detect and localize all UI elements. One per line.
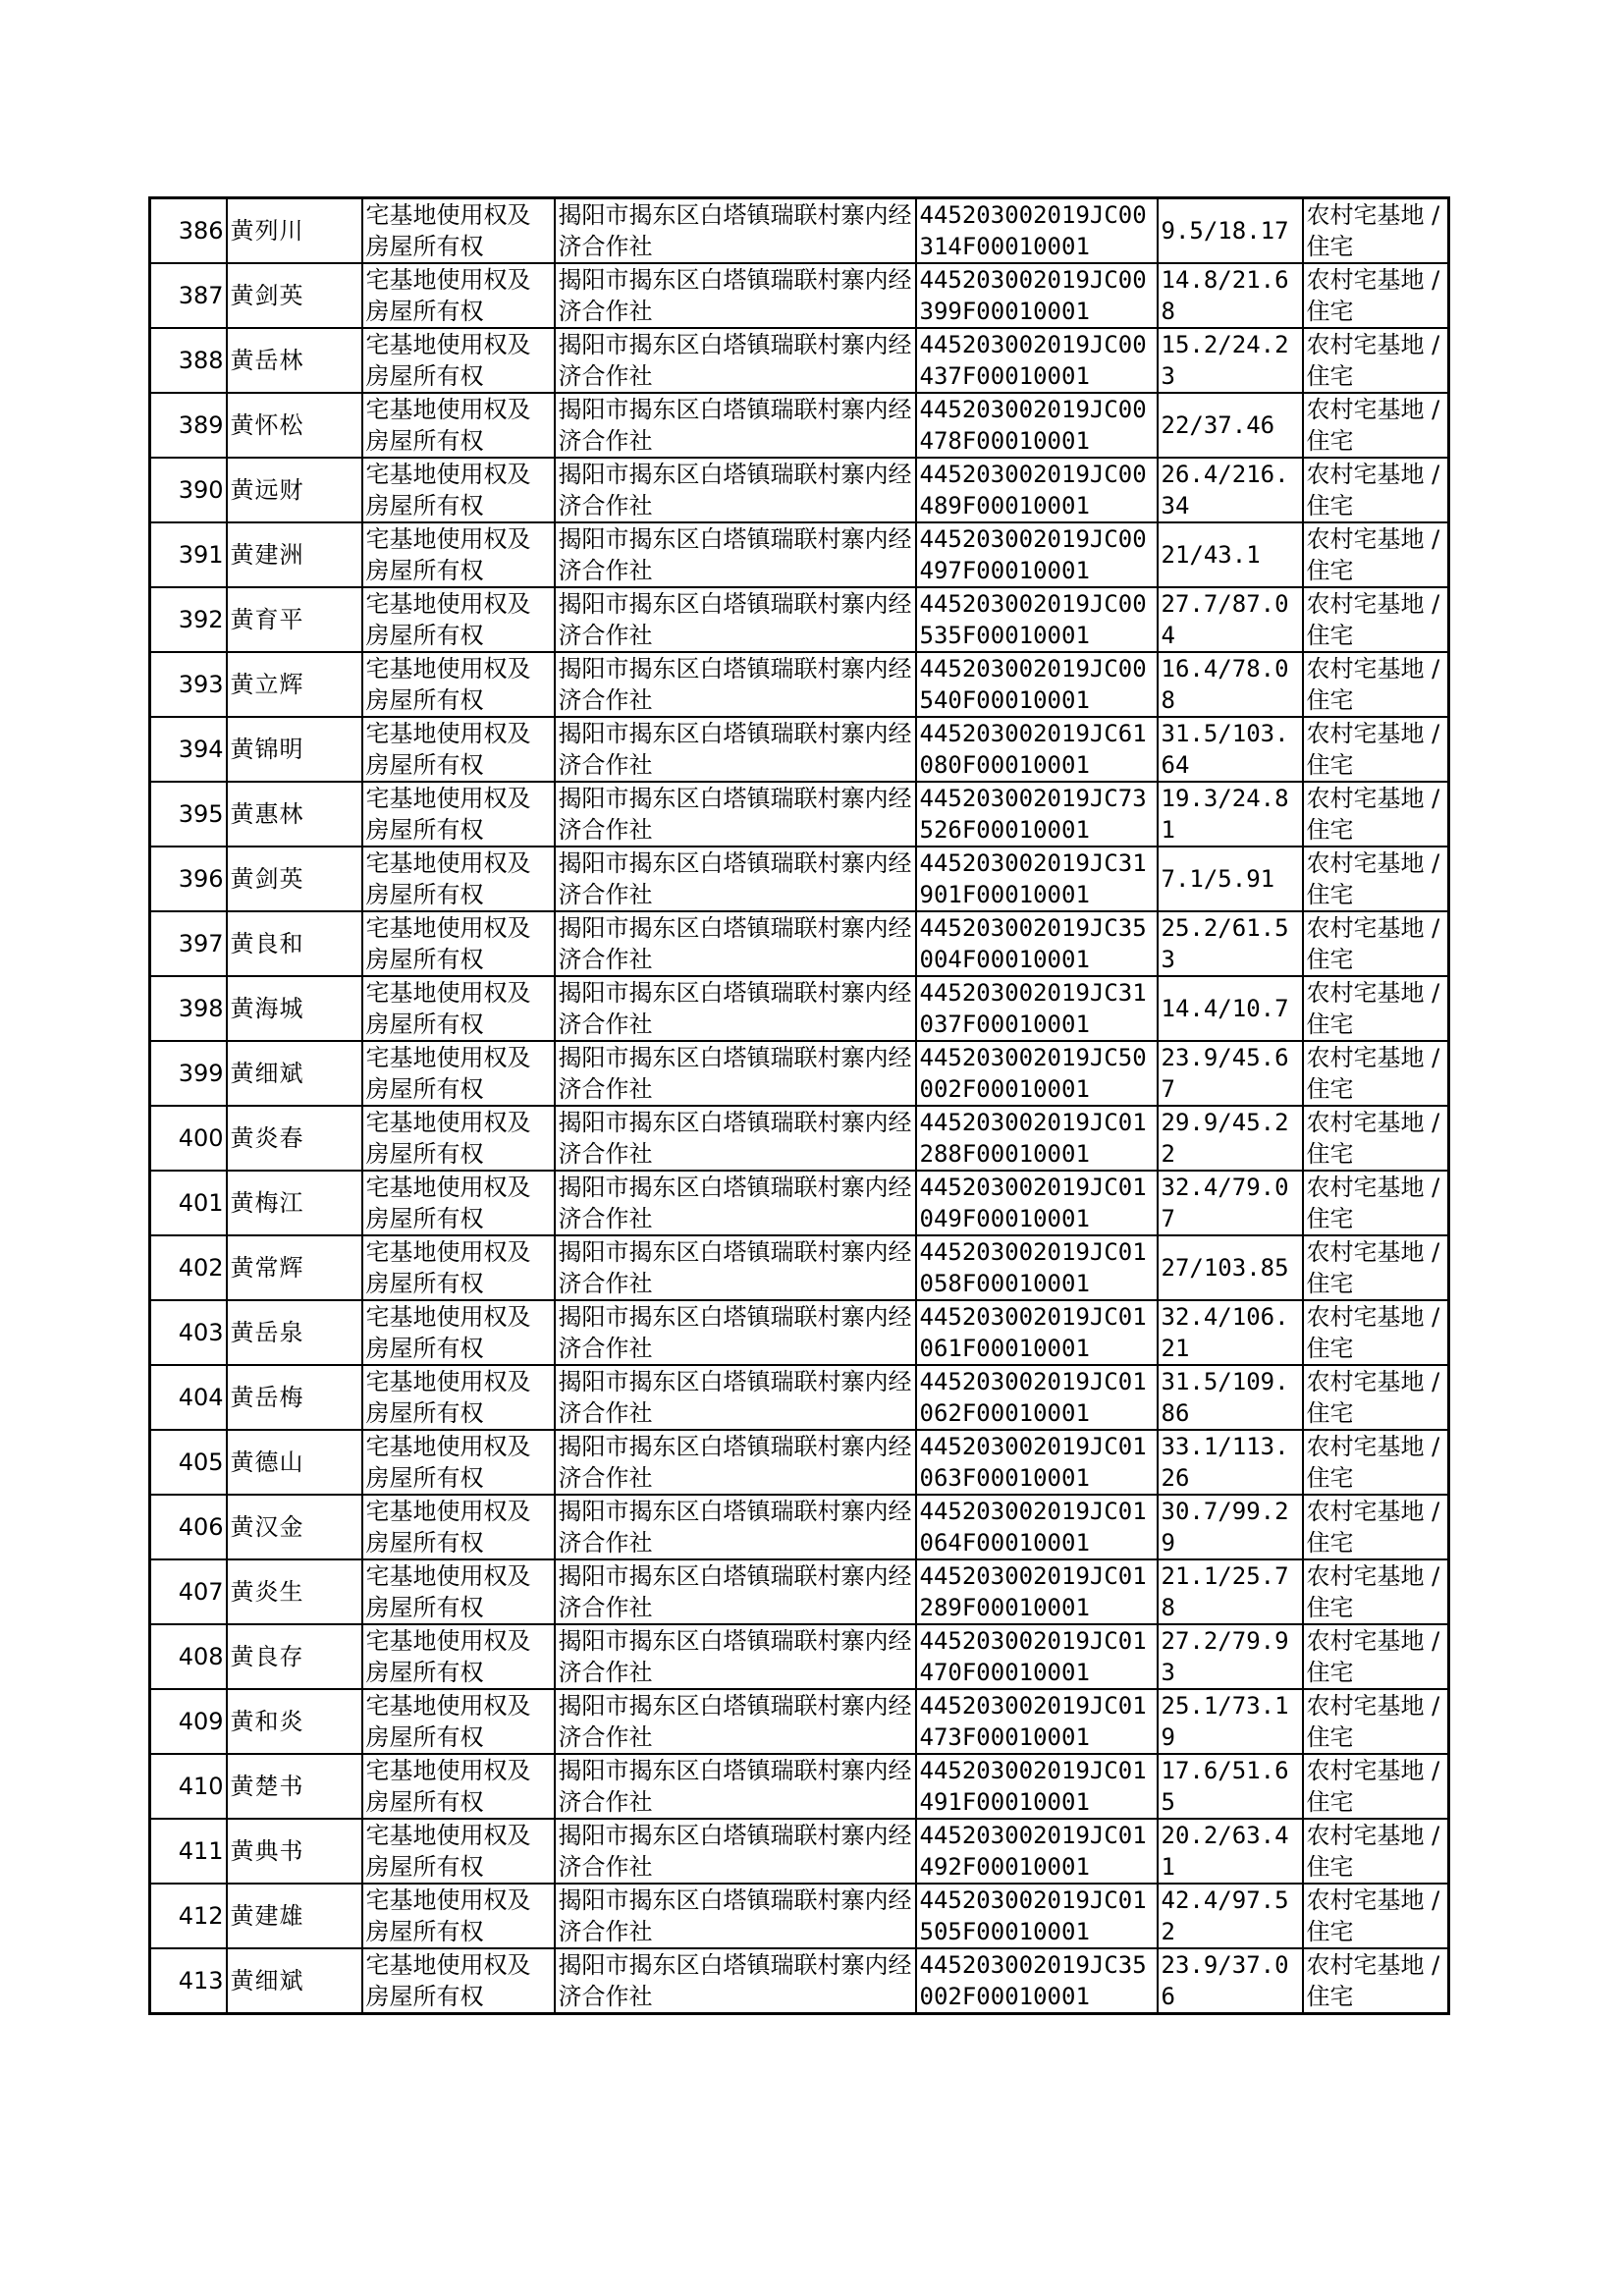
area-cell: 21.1/25.78 (1158, 1559, 1303, 1624)
unit-code-cell: 445203002019JC01473F00010001 (916, 1689, 1158, 1754)
owner-name-cell: 黄列川 (227, 198, 362, 264)
area-cell: 33.1/113.26 (1158, 1430, 1303, 1495)
records-table-body (150, 198, 1449, 2014)
land-use-cell: 农村宅基地 / 住宅 (1303, 393, 1449, 458)
table-row (150, 976, 1449, 1041)
table-row (150, 328, 1449, 393)
right-type-cell: 宅基地使用权及房屋所有权 (362, 1300, 555, 1365)
unit-code-cell: 445203002019JC31901F00010001 (916, 847, 1158, 911)
area-cell: 26.4/216.34 (1158, 458, 1303, 522)
collective-org-cell: 揭阳市揭东区白塔镇瑞联村寨内经济合作社 (555, 911, 916, 976)
owner-name-cell: 黄岳梅 (227, 1365, 362, 1430)
unit-code-cell: 445203002019JC73526F00010001 (916, 782, 1158, 847)
land-use-cell: 农村宅基地 / 住宅 (1303, 263, 1449, 328)
land-use-cell: 农村宅基地 / 住宅 (1303, 1171, 1449, 1235)
unit-code-cell: 445203002019JC35004F00010001 (916, 911, 1158, 976)
right-type-cell: 宅基地使用权及房屋所有权 (362, 587, 555, 652)
right-type-cell: 宅基地使用权及房屋所有权 (362, 1171, 555, 1235)
collective-org-cell: 揭阳市揭东区白塔镇瑞联村寨内经济合作社 (555, 1300, 916, 1365)
right-type-cell: 宅基地使用权及房屋所有权 (362, 1559, 555, 1624)
unit-code-cell: 445203002019JC01289F00010001 (916, 1559, 1158, 1624)
table-row (150, 587, 1449, 652)
collective-org-cell: 揭阳市揭东区白塔镇瑞联村寨内经济合作社 (555, 587, 916, 652)
land-use-cell: 农村宅基地 / 住宅 (1303, 328, 1449, 393)
table-row (150, 1365, 1449, 1430)
owner-name-cell: 黄楚书 (227, 1754, 362, 1819)
right-type-cell: 宅基地使用权及房屋所有权 (362, 458, 555, 522)
unit-code-cell: 445203002019JC01491F00010001 (916, 1754, 1158, 1819)
unit-code-cell: 445203002019JC00478F00010001 (916, 393, 1158, 458)
collective-org-cell: 揭阳市揭东区白塔镇瑞联村寨内经济合作社 (555, 976, 916, 1041)
owner-name-cell: 黄立辉 (227, 652, 362, 717)
serial-number-cell: 409 (150, 1689, 227, 1754)
area-cell: 27.2/79.93 (1158, 1624, 1303, 1689)
collective-org-cell: 揭阳市揭东区白塔镇瑞联村寨内经济合作社 (555, 717, 916, 782)
right-type-cell: 宅基地使用权及房屋所有权 (362, 1624, 555, 1689)
right-type-cell: 宅基地使用权及房屋所有权 (362, 1041, 555, 1106)
collective-org-cell: 揭阳市揭东区白塔镇瑞联村寨内经济合作社 (555, 522, 916, 587)
unit-code-cell: 445203002019JC50002F00010001 (916, 1041, 1158, 1106)
collective-org-cell: 揭阳市揭东区白塔镇瑞联村寨内经济合作社 (555, 1624, 916, 1689)
right-type-cell: 宅基地使用权及房屋所有权 (362, 1948, 555, 2014)
serial-number-cell: 395 (150, 782, 227, 847)
owner-name-cell: 黄常辉 (227, 1235, 362, 1300)
owner-name-cell: 黄建雄 (227, 1884, 362, 1948)
owner-name-cell: 黄和炎 (227, 1689, 362, 1754)
collective-org-cell: 揭阳市揭东区白塔镇瑞联村寨内经济合作社 (555, 1041, 916, 1106)
table-row (150, 458, 1449, 522)
table-row (150, 393, 1449, 458)
unit-code-cell: 445203002019JC00399F00010001 (916, 263, 1158, 328)
right-type-cell: 宅基地使用权及房屋所有权 (362, 522, 555, 587)
area-cell: 17.6/51.65 (1158, 1754, 1303, 1819)
records-table (148, 196, 1450, 2015)
right-type-cell: 宅基地使用权及房屋所有权 (362, 1884, 555, 1948)
table-row (150, 652, 1449, 717)
serial-number-cell: 402 (150, 1235, 227, 1300)
collective-org-cell: 揭阳市揭东区白塔镇瑞联村寨内经济合作社 (555, 458, 916, 522)
table-row (150, 198, 1449, 264)
serial-number-cell: 388 (150, 328, 227, 393)
table-row (150, 1948, 1449, 2014)
collective-org-cell: 揭阳市揭东区白塔镇瑞联村寨内经济合作社 (555, 847, 916, 911)
land-use-cell: 农村宅基地 / 住宅 (1303, 1106, 1449, 1171)
serial-number-cell: 398 (150, 976, 227, 1041)
land-use-cell: 农村宅基地 / 住宅 (1303, 1430, 1449, 1495)
serial-number-cell: 392 (150, 587, 227, 652)
serial-number-cell: 407 (150, 1559, 227, 1624)
serial-number-cell: 406 (150, 1495, 227, 1559)
table-row (150, 717, 1449, 782)
owner-name-cell: 黄远财 (227, 458, 362, 522)
serial-number-cell: 391 (150, 522, 227, 587)
table-row (150, 911, 1449, 976)
owner-name-cell: 黄剑英 (227, 847, 362, 911)
unit-code-cell: 445203002019JC01288F00010001 (916, 1106, 1158, 1171)
unit-code-cell: 445203002019JC00489F00010001 (916, 458, 1158, 522)
right-type-cell: 宅基地使用权及房屋所有权 (362, 1106, 555, 1171)
area-cell: 30.7/99.29 (1158, 1495, 1303, 1559)
right-type-cell: 宅基地使用权及房屋所有权 (362, 847, 555, 911)
owner-name-cell: 黄汉金 (227, 1495, 362, 1559)
serial-number-cell: 413 (150, 1948, 227, 2014)
unit-code-cell: 445203002019JC00437F00010001 (916, 328, 1158, 393)
right-type-cell: 宅基地使用权及房屋所有权 (362, 911, 555, 976)
land-use-cell: 农村宅基地 / 住宅 (1303, 976, 1449, 1041)
land-use-cell: 农村宅基地 / 住宅 (1303, 782, 1449, 847)
collective-org-cell: 揭阳市揭东区白塔镇瑞联村寨内经济合作社 (555, 1171, 916, 1235)
area-cell: 23.9/37.06 (1158, 1948, 1303, 2014)
owner-name-cell: 黄惠林 (227, 782, 362, 847)
right-type-cell: 宅基地使用权及房屋所有权 (362, 1819, 555, 1884)
collective-org-cell: 揭阳市揭东区白塔镇瑞联村寨内经济合作社 (555, 1819, 916, 1884)
owner-name-cell: 黄建洲 (227, 522, 362, 587)
area-cell: 25.2/61.53 (1158, 911, 1303, 976)
owner-name-cell: 黄剑英 (227, 263, 362, 328)
unit-code-cell: 445203002019JC01492F00010001 (916, 1819, 1158, 1884)
unit-code-cell: 445203002019JC01064F00010001 (916, 1495, 1158, 1559)
collective-org-cell: 揭阳市揭东区白塔镇瑞联村寨内经济合作社 (555, 652, 916, 717)
serial-number-cell: 403 (150, 1300, 227, 1365)
right-type-cell: 宅基地使用权及房屋所有权 (362, 717, 555, 782)
right-type-cell: 宅基地使用权及房屋所有权 (362, 263, 555, 328)
right-type-cell: 宅基地使用权及房屋所有权 (362, 1754, 555, 1819)
table-row (150, 1300, 1449, 1365)
unit-code-cell: 445203002019JC35002F00010001 (916, 1948, 1158, 2014)
unit-code-cell: 445203002019JC00314F00010001 (916, 198, 1158, 264)
table-row (150, 1041, 1449, 1106)
unit-code-cell: 445203002019JC00535F00010001 (916, 587, 1158, 652)
serial-number-cell: 410 (150, 1754, 227, 1819)
land-use-cell: 农村宅基地 / 住宅 (1303, 1235, 1449, 1300)
unit-code-cell: 445203002019JC61080F00010001 (916, 717, 1158, 782)
land-use-cell: 农村宅基地 / 住宅 (1303, 587, 1449, 652)
right-type-cell: 宅基地使用权及房屋所有权 (362, 652, 555, 717)
land-use-cell: 农村宅基地 / 住宅 (1303, 1300, 1449, 1365)
area-cell: 14.8/21.68 (1158, 263, 1303, 328)
owner-name-cell: 黄典书 (227, 1819, 362, 1884)
land-use-cell: 农村宅基地 / 住宅 (1303, 1754, 1449, 1819)
area-cell: 15.2/24.23 (1158, 328, 1303, 393)
area-cell: 7.1/5.91 (1158, 847, 1303, 911)
area-cell: 29.9/45.22 (1158, 1106, 1303, 1171)
serial-number-cell: 396 (150, 847, 227, 911)
area-cell: 31.5/109.86 (1158, 1365, 1303, 1430)
land-use-cell: 农村宅基地 / 住宅 (1303, 1819, 1449, 1884)
right-type-cell: 宅基地使用权及房屋所有权 (362, 782, 555, 847)
owner-name-cell: 黄怀松 (227, 393, 362, 458)
table-row (150, 1171, 1449, 1235)
owner-name-cell: 黄育平 (227, 587, 362, 652)
area-cell: 16.4/78.08 (1158, 652, 1303, 717)
unit-code-cell: 445203002019JC01061F00010001 (916, 1300, 1158, 1365)
land-use-cell: 农村宅基地 / 住宅 (1303, 1559, 1449, 1624)
serial-number-cell: 387 (150, 263, 227, 328)
collective-org-cell: 揭阳市揭东区白塔镇瑞联村寨内经济合作社 (555, 1754, 916, 1819)
owner-name-cell: 黄炎春 (227, 1106, 362, 1171)
serial-number-cell: 399 (150, 1041, 227, 1106)
owner-name-cell: 黄梅江 (227, 1171, 362, 1235)
right-type-cell: 宅基地使用权及房屋所有权 (362, 198, 555, 264)
land-use-cell: 农村宅基地 / 住宅 (1303, 1365, 1449, 1430)
owner-name-cell: 黄良存 (227, 1624, 362, 1689)
collective-org-cell: 揭阳市揭东区白塔镇瑞联村寨内经济合作社 (555, 782, 916, 847)
table-row (150, 1235, 1449, 1300)
serial-number-cell: 401 (150, 1171, 227, 1235)
serial-number-cell: 386 (150, 198, 227, 264)
owner-name-cell: 黄岳林 (227, 328, 362, 393)
unit-code-cell: 445203002019JC01505F00010001 (916, 1884, 1158, 1948)
unit-code-cell: 445203002019JC01049F00010001 (916, 1171, 1158, 1235)
area-cell: 14.4/10.7 (1158, 976, 1303, 1041)
area-cell: 22/37.46 (1158, 393, 1303, 458)
table-row (150, 1559, 1449, 1624)
serial-number-cell: 412 (150, 1884, 227, 1948)
serial-number-cell: 405 (150, 1430, 227, 1495)
serial-number-cell: 393 (150, 652, 227, 717)
serial-number-cell: 397 (150, 911, 227, 976)
serial-number-cell: 411 (150, 1819, 227, 1884)
serial-number-cell: 390 (150, 458, 227, 522)
land-use-cell: 农村宅基地 / 住宅 (1303, 911, 1449, 976)
area-cell: 27/103.85 (1158, 1235, 1303, 1300)
unit-code-cell: 445203002019JC31037F00010001 (916, 976, 1158, 1041)
table-row (150, 1495, 1449, 1559)
area-cell: 27.7/87.04 (1158, 587, 1303, 652)
right-type-cell: 宅基地使用权及房屋所有权 (362, 1495, 555, 1559)
table-row (150, 1624, 1449, 1689)
right-type-cell: 宅基地使用权及房屋所有权 (362, 1235, 555, 1300)
area-cell: 21/43.1 (1158, 522, 1303, 587)
land-use-cell: 农村宅基地 / 住宅 (1303, 847, 1449, 911)
land-use-cell: 农村宅基地 / 住宅 (1303, 458, 1449, 522)
table-row (150, 1106, 1449, 1171)
table-row (150, 263, 1449, 328)
area-cell: 42.4/97.52 (1158, 1884, 1303, 1948)
collective-org-cell: 揭阳市揭东区白塔镇瑞联村寨内经济合作社 (555, 1106, 916, 1171)
land-use-cell: 农村宅基地 / 住宅 (1303, 1948, 1449, 2014)
land-use-cell: 农村宅基地 / 住宅 (1303, 717, 1449, 782)
collective-org-cell: 揭阳市揭东区白塔镇瑞联村寨内经济合作社 (555, 1235, 916, 1300)
owner-name-cell: 黄炎生 (227, 1559, 362, 1624)
table-row (150, 1689, 1449, 1754)
land-use-cell: 农村宅基地 / 住宅 (1303, 652, 1449, 717)
area-cell: 31.5/103.64 (1158, 717, 1303, 782)
table-row (150, 847, 1449, 911)
land-use-cell: 农村宅基地 / 住宅 (1303, 198, 1449, 264)
serial-number-cell: 389 (150, 393, 227, 458)
table-row (150, 1430, 1449, 1495)
collective-org-cell: 揭阳市揭东区白塔镇瑞联村寨内经济合作社 (555, 263, 916, 328)
serial-number-cell: 400 (150, 1106, 227, 1171)
serial-number-cell: 394 (150, 717, 227, 782)
right-type-cell: 宅基地使用权及房屋所有权 (362, 976, 555, 1041)
area-cell: 20.2/63.41 (1158, 1819, 1303, 1884)
table-row (150, 782, 1449, 847)
land-use-cell: 农村宅基地 / 住宅 (1303, 1884, 1449, 1948)
collective-org-cell: 揭阳市揭东区白塔镇瑞联村寨内经济合作社 (555, 328, 916, 393)
collective-org-cell: 揭阳市揭东区白塔镇瑞联村寨内经济合作社 (555, 1430, 916, 1495)
area-cell: 23.9/45.67 (1158, 1041, 1303, 1106)
land-use-cell: 农村宅基地 / 住宅 (1303, 522, 1449, 587)
land-use-cell: 农村宅基地 / 住宅 (1303, 1624, 1449, 1689)
owner-name-cell: 黄锦明 (227, 717, 362, 782)
collective-org-cell: 揭阳市揭东区白塔镇瑞联村寨内经济合作社 (555, 198, 916, 264)
unit-code-cell: 445203002019JC00540F00010001 (916, 652, 1158, 717)
right-type-cell: 宅基地使用权及房屋所有权 (362, 1430, 555, 1495)
table-row (150, 1819, 1449, 1884)
collective-org-cell: 揭阳市揭东区白塔镇瑞联村寨内经济合作社 (555, 1495, 916, 1559)
unit-code-cell: 445203002019JC01058F00010001 (916, 1235, 1158, 1300)
collective-org-cell: 揭阳市揭东区白塔镇瑞联村寨内经济合作社 (555, 1689, 916, 1754)
owner-name-cell: 黄海城 (227, 976, 362, 1041)
owner-name-cell: 黄细斌 (227, 1948, 362, 2014)
right-type-cell: 宅基地使用权及房屋所有权 (362, 328, 555, 393)
unit-code-cell: 445203002019JC01062F00010001 (916, 1365, 1158, 1430)
table-row (150, 1754, 1449, 1819)
land-use-cell: 农村宅基地 / 住宅 (1303, 1689, 1449, 1754)
right-type-cell: 宅基地使用权及房屋所有权 (362, 393, 555, 458)
land-use-cell: 农村宅基地 / 住宅 (1303, 1041, 1449, 1106)
collective-org-cell: 揭阳市揭东区白塔镇瑞联村寨内经济合作社 (555, 1884, 916, 1948)
right-type-cell: 宅基地使用权及房屋所有权 (362, 1689, 555, 1754)
area-cell: 19.3/24.81 (1158, 782, 1303, 847)
collective-org-cell: 揭阳市揭东区白塔镇瑞联村寨内经济合作社 (555, 393, 916, 458)
land-use-cell: 农村宅基地 / 住宅 (1303, 1495, 1449, 1559)
owner-name-cell: 黄德山 (227, 1430, 362, 1495)
table-row (150, 1884, 1449, 1948)
unit-code-cell: 445203002019JC01470F00010001 (916, 1624, 1158, 1689)
owner-name-cell: 黄岳泉 (227, 1300, 362, 1365)
collective-org-cell: 揭阳市揭东区白塔镇瑞联村寨内经济合作社 (555, 1559, 916, 1624)
owner-name-cell: 黄良和 (227, 911, 362, 976)
unit-code-cell: 445203002019JC01063F00010001 (916, 1430, 1158, 1495)
collective-org-cell: 揭阳市揭东区白塔镇瑞联村寨内经济合作社 (555, 1365, 916, 1430)
collective-org-cell: 揭阳市揭东区白塔镇瑞联村寨内经济合作社 (555, 1948, 916, 2014)
area-cell: 25.1/73.19 (1158, 1689, 1303, 1754)
area-cell: 32.4/106.21 (1158, 1300, 1303, 1365)
area-cell: 9.5/18.17 (1158, 198, 1303, 264)
right-type-cell: 宅基地使用权及房屋所有权 (362, 1365, 555, 1430)
unit-code-cell: 445203002019JC00497F00010001 (916, 522, 1158, 587)
serial-number-cell: 404 (150, 1365, 227, 1430)
owner-name-cell: 黄细斌 (227, 1041, 362, 1106)
table-row (150, 522, 1449, 587)
area-cell: 32.4/79.07 (1158, 1171, 1303, 1235)
serial-number-cell: 408 (150, 1624, 227, 1689)
